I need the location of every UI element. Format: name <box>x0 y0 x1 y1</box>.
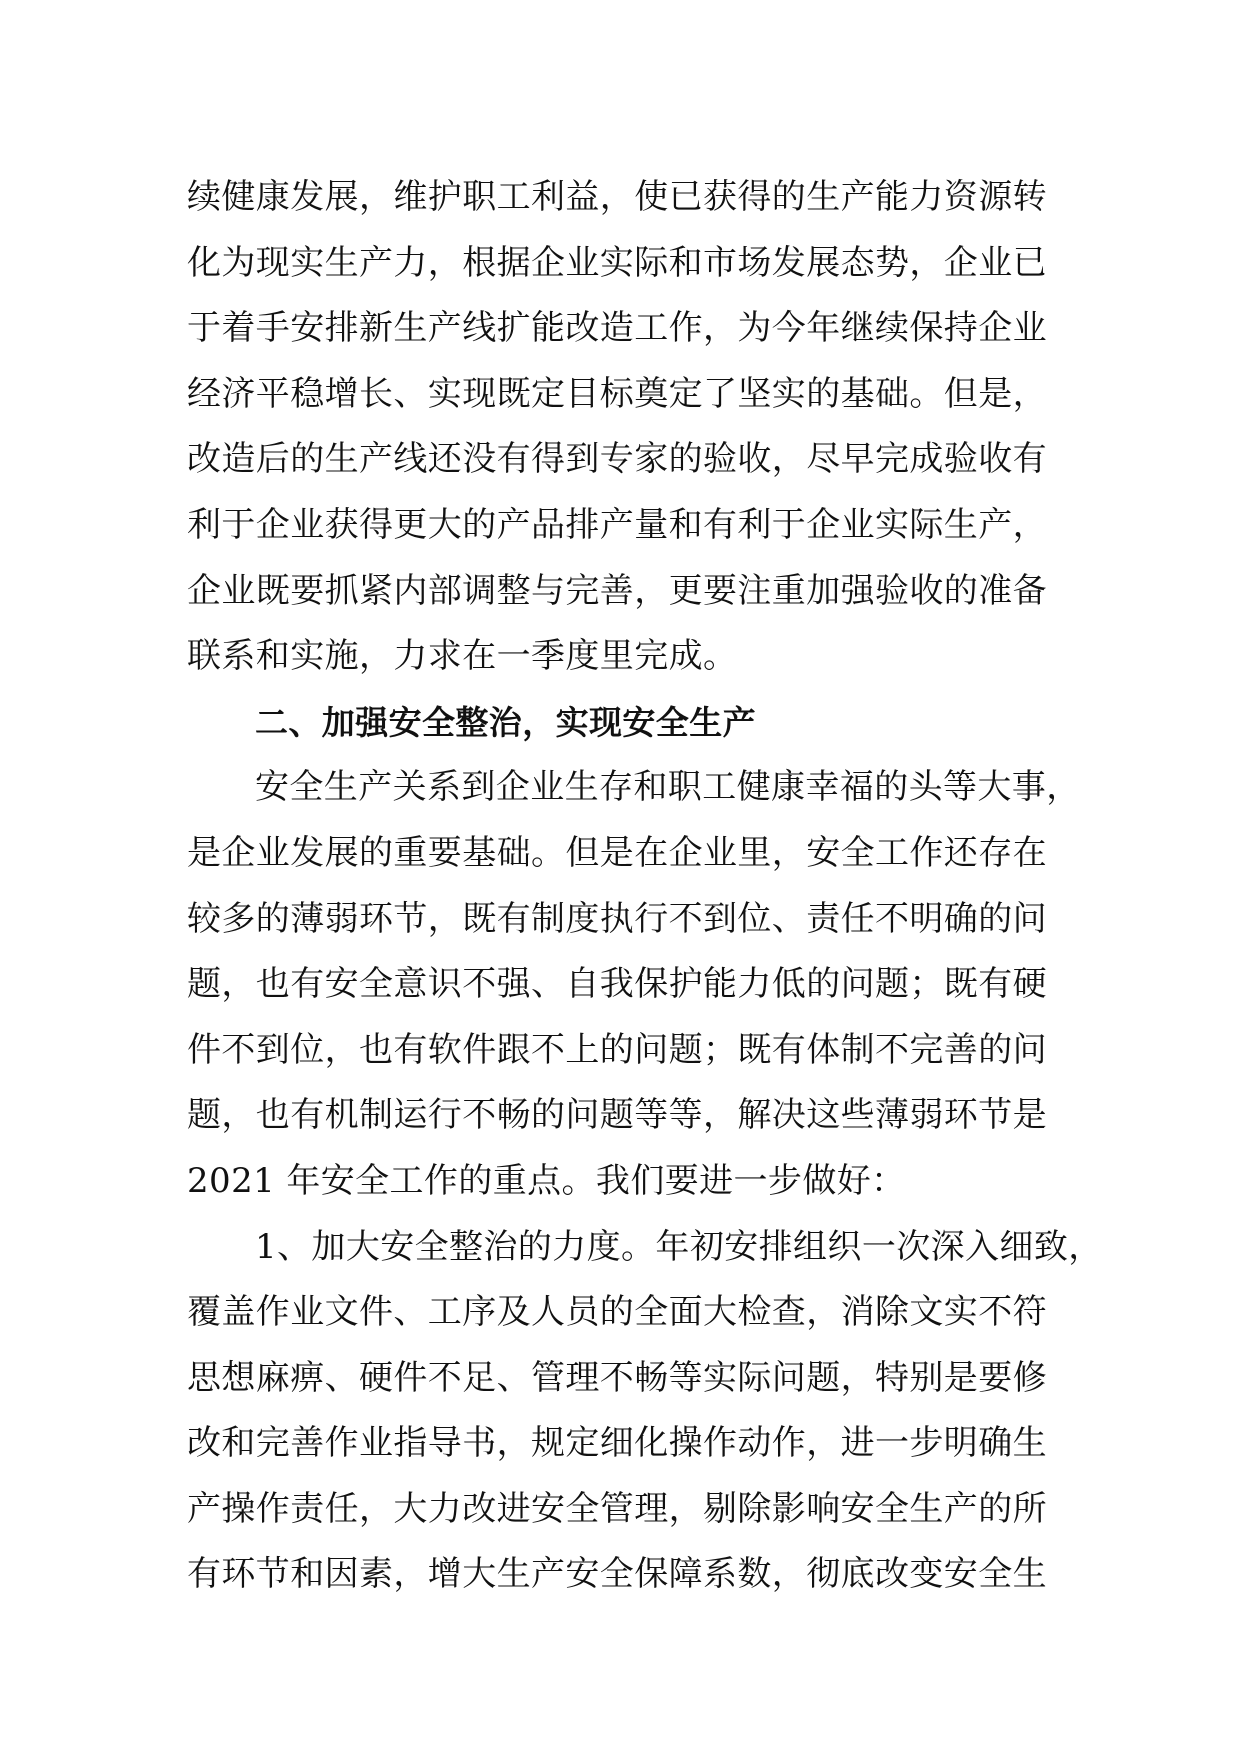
text-line: 较多的薄弱环节，既有制度执行不到位、责任不明确的问 <box>187 898 1047 939</box>
paragraph-continuation <box>187 165 1087 690</box>
text-line: 题，也有安全意识不强、自我保护能力低的问题；既有硬 <box>187 964 1047 1005</box>
text-line: 产操作责任，大力改进安全管理，剔除影响安全生产的所 <box>187 1488 1047 1529</box>
text-line: 覆盖作业文件、工序及人员的全面大检查，消除文实不符 <box>187 1292 1047 1333</box>
text-line: 续健康发展，维护职工利益，使已获得的生产能力资源转 <box>187 177 1047 217</box>
text-line: 企业既要抓紧内部调整与完善，更要注重加强验收的准备 <box>187 570 1047 611</box>
text-line: 改造后的生产线还没有得到专家的验收，尽早完成验收有 <box>187 439 1047 480</box>
text-line: 2021 年安全工作的重点。我们要进一步做好： <box>187 1160 906 1201</box>
text-line: 于着手安排新生产线扩能改造工作，为今年继续保持企业 <box>187 308 1047 349</box>
text-line: 件不到位，也有软件跟不上的问题；既有体制不完善的问 <box>187 1029 1047 1070</box>
text-line: 是企业发展的重要基础。但是在企业里，安全工作还存在 <box>187 832 1047 873</box>
text-line: 联系和实施，力求在一季度里完成。 <box>187 636 738 677</box>
text-line: 利于企业获得更大的产品排产量和有利于企业实际生产， <box>187 504 1047 545</box>
text-line: 思想麻痹、硬件不足、管理不畅等实际问题，特别是要修 <box>187 1357 1047 1398</box>
paragraph-safety-intro <box>187 755 1087 1214</box>
text-line: 经济平稳增长、实现既定目标奠定了坚实的基础。但是， <box>187 373 1047 414</box>
text-line: 1、加大安全整治的力度。年初安排组织一次深入细致， <box>255 1226 1103 1267</box>
document-body <box>187 165 1103 1608</box>
text-line: 安全生产关系到企业生存和职工健康幸福的头等大事， <box>255 767 1081 808</box>
text-line: 改和完善作业指导书，规定细化操作动作，进一步明确生 <box>187 1423 1047 1464</box>
heading-text: 二、加强安全整治，实现安全生产 <box>255 702 756 742</box>
section-heading <box>187 690 1087 756</box>
paragraph-item-1 <box>187 1215 1103 1609</box>
text-line: 化为现实生产力，根据企业实际和市场发展态势，企业已 <box>187 242 1047 283</box>
text-line: 题，也有机制运行不畅的问题等等，解决这些薄弱环节是 <box>187 1095 1047 1136</box>
text-line: 有环节和因素，增大生产安全保障系数，彻底改变安全生 <box>187 1554 1047 1595</box>
